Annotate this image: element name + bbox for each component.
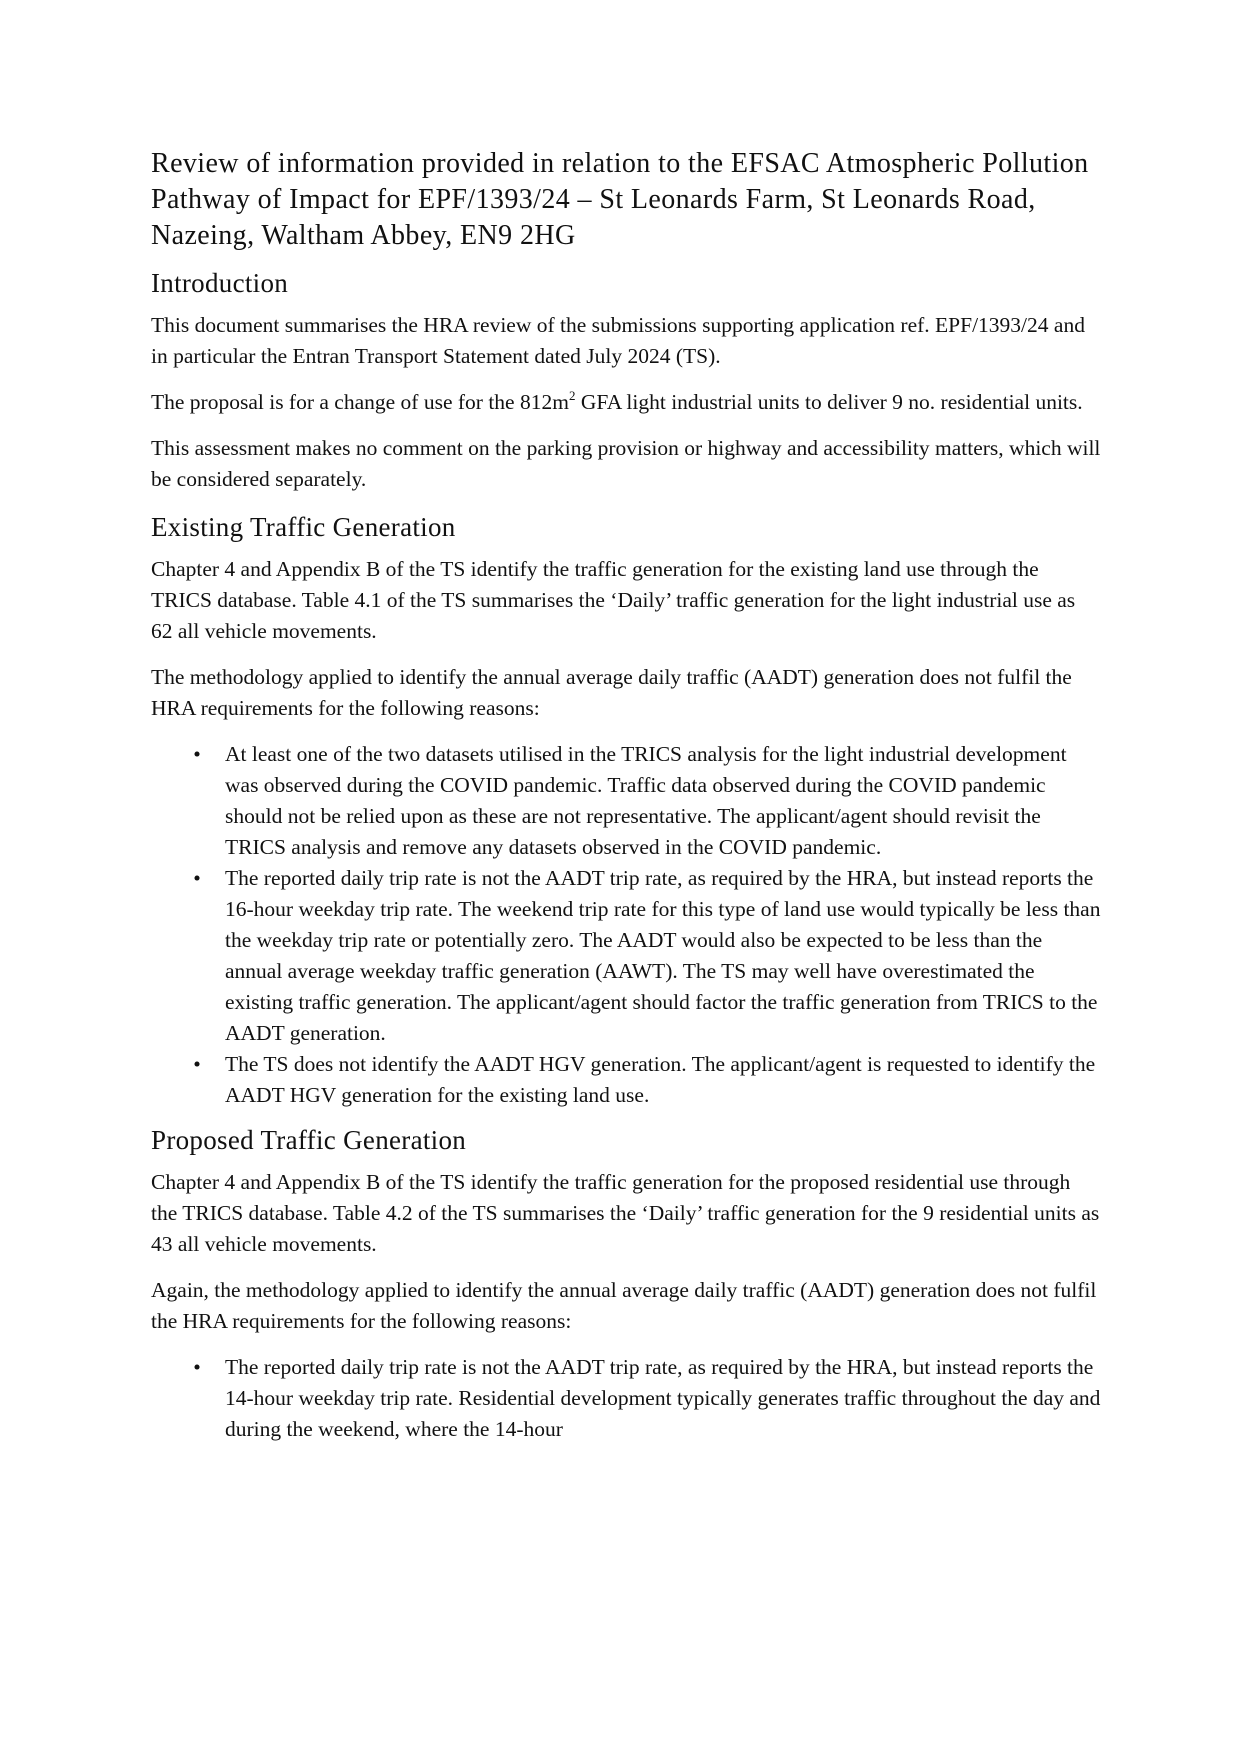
document-content xyxy=(151,146,1101,1457)
list-item-text: The TS does not identify the AADT HGV generation. The applicant/agent is requested to identify the AADT HGV generation for the existing land use. xyxy=(225,1052,1096,1107)
proposed-bullet-list xyxy=(151,1352,1101,1445)
document-title: Review of information provided in relation to the EFSAC Atmospheric Pollution Pathway of Impact for EPF/1393/24 – St Leonards Farm, St Leonards Road, Nazeing, Waltham Abbey, EN9 2HG xyxy=(151,148,1089,251)
heading-existing-traffic: Existing Traffic Generation xyxy=(151,512,456,542)
existing-bullet-list xyxy=(151,739,1101,1111)
intro-p2-text-after: GFA light industrial units to deliver 9 no. residential units. xyxy=(575,390,1083,414)
list-item-text: The reported daily trip rate is not the AADT trip rate, as required by the HRA, but instead reports the 16-hour weekday trip rate. The weekend trip rate for this type of land use would typically be less than the weekday trip rate or potentially zero. The AADT would also be expected to be less than the annual average weekday traffic generation (AAWT). The TS may well have overestimated the existing traffic generation. The applicant/agent should factor the traffic generation from TRICS to the AADT generation. xyxy=(225,866,1101,1045)
heading-proposed-traffic: Proposed Traffic Generation xyxy=(151,1125,467,1155)
list-item xyxy=(193,1352,1101,1445)
bullet-icon: • xyxy=(193,1355,201,1379)
heading-introduction: Introduction xyxy=(151,268,289,298)
existing-paragraph-2: The methodology applied to identify the annual average daily traffic (AADT) generation does not fulfil the HRA requirements for the following reasons: xyxy=(151,665,1072,720)
bullet-icon: • xyxy=(193,1052,201,1076)
intro-paragraph-1: This document summarises the HRA review of the submissions supporting application ref. EPF/1393/24 and in particular the Entran Transport Statement dated July 2024 (TS). xyxy=(151,313,1085,368)
list-item-text: At least one of the two datasets utilised in the TRICS analysis for the light industrial development was observed during the COVID pandemic. Traffic data observed during the COVID pandemic should not be relied upon as these are not representative. The applicant/agent should revisit the TRICS analysis and remove any datasets observed in the COVID pandemic. xyxy=(225,742,1067,859)
list-item-text: The reported daily trip rate is not the AADT trip rate, as required by the HRA, but instead reports the 14-hour weekday trip rate. Residential development typically generates traffic throughout the day and during the weekend, where the 14-hour xyxy=(225,1355,1101,1441)
intro-paragraph-2 xyxy=(151,387,1101,418)
list-item xyxy=(193,1049,1101,1111)
list-item xyxy=(193,739,1101,863)
superscript-2: 2 xyxy=(568,388,576,403)
intro-paragraph-3: This assessment makes no comment on the parking provision or highway and accessibility matters, which will be considered separately. xyxy=(151,436,1101,491)
proposed-paragraph-1: Chapter 4 and Appendix B of the TS identify the traffic generation for the proposed residential use through the TRICS database. Table 4.2 of the TS summarises the ‘Daily’ traffic generation for the 9 residential units as 43 all vehicle movements. xyxy=(151,1170,1100,1256)
existing-paragraph-1: Chapter 4 and Appendix B of the TS identify the traffic generation for the existing land use through the TRICS database. Table 4.1 of the TS summarises the ‘Daily’ traffic generation for the light industrial use as 62 all vehicle movements. xyxy=(151,557,1076,643)
proposed-paragraph-2: Again, the methodology applied to identify the annual average daily traffic (AADT) generation does not fulfil the HRA requirements for the following reasons: xyxy=(151,1278,1097,1333)
intro-p2-text-before: The proposal is for a change of use for the 812m xyxy=(151,390,569,414)
list-item xyxy=(193,863,1101,1049)
bullet-icon: • xyxy=(193,866,201,890)
bullet-icon: • xyxy=(193,742,201,766)
